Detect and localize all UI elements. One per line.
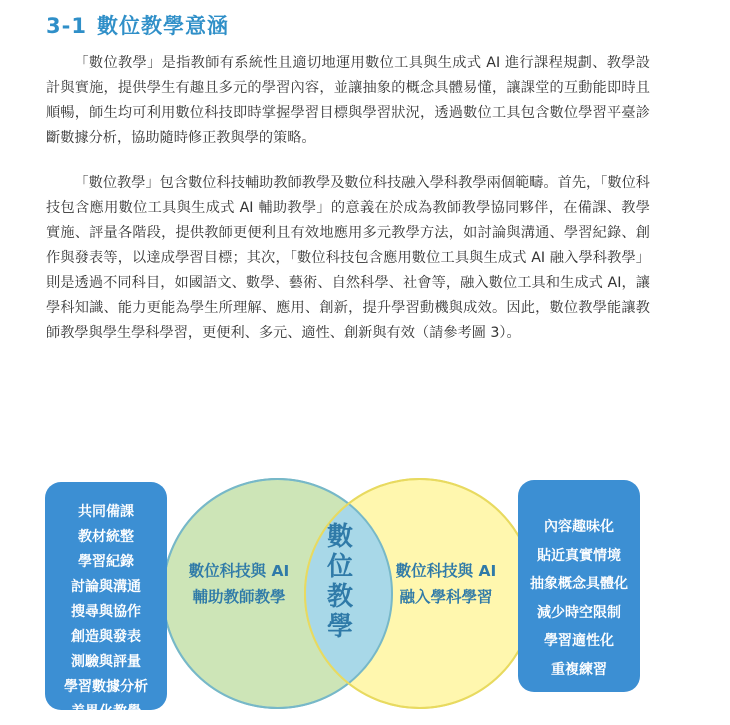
left-circle-line: 數位科技與 AI: [188, 562, 290, 580]
list-item: 測驗與評量: [71, 654, 141, 670]
list-item: 學習紀錄: [78, 554, 134, 570]
paragraph-definition: 「數位教學」是指教師有系統性且適切地運用數位工具與生成式 AI 進行課程規劃、教學設計與實施，提供學生有趣且多元的學習內容，並讓抽象的概念具體易懂，讓課堂的互動能即時且順暢，師生均可利用數位科技即時掌握學習目標與學習狀況，透過數位工具包含數位學習平臺診斷數據分析，協助隨時修正教與學的策略。: [46, 55, 650, 146]
list-item: 創造與發表: [71, 629, 141, 645]
list-item: 學習適性化: [544, 633, 614, 649]
list-item: 差異化教學: [71, 704, 141, 720]
left-circle-line: 輔助教師教學: [192, 588, 286, 606]
list-item: 減少時空限制: [537, 604, 621, 621]
center-char: 位: [326, 552, 353, 582]
list-item: 內容趣味化: [544, 519, 614, 535]
right-circle-label: [385, 558, 507, 610]
section-heading: [46, 10, 229, 40]
paragraph-scope: 「數位教學」包含數位科技輔助教師教學及數位科技融入學科教學兩個範疇。首先，「數位科技包含應用數位工具與生成式 AI 輔助教學」的意義在於成為教師教學協同夥伴，在備課、教學實施、評量各階段，提供教師更便利且有效地應用多元教學方法，如討論與溝通、學習紀錄、創作與發表等，以達成學習目標；其次，「數位科技包含應用數位工具與生成式 AI 融入學科教學」則是透過不同科目，如國語文、數學、藝術、自然科學、社會等，融入數位工具和生成式 AI，讓學科知識、能力更能為學生所理解、應用、創新，提升學習動機與成效。因此，數位教學能讓教師教學與學生學科學習，更便利、多元、適性、創新與有效（請參考圖 3）。: [46, 175, 650, 341]
left-circle-label: [180, 558, 298, 610]
right-circle-line: 數位科技與 AI: [395, 562, 497, 580]
center-title: [320, 522, 360, 642]
section-title: 數位教學意涵: [96, 14, 229, 38]
tools-box: [45, 482, 167, 720]
list-item: 教材統整: [78, 529, 134, 545]
benefits-box: [518, 480, 640, 692]
center-char: 數: [326, 522, 353, 552]
center-char: 學: [326, 612, 353, 642]
center-char: 教: [326, 582, 353, 612]
list-item: 搜尋與協作: [71, 604, 141, 620]
list-item: 討論與溝通: [71, 579, 141, 595]
section-number: 3-1: [46, 14, 87, 38]
list-item: 學習數據分析: [64, 679, 148, 695]
venn-diagram: [0, 470, 730, 718]
right-circle-line: 融入學科學習: [399, 588, 493, 606]
list-item: 貼近真實情境: [537, 547, 621, 564]
list-item: 重複練習: [551, 661, 607, 678]
list-item: 抽象概念具體化: [530, 576, 628, 592]
list-item: 共同備課: [78, 504, 134, 520]
